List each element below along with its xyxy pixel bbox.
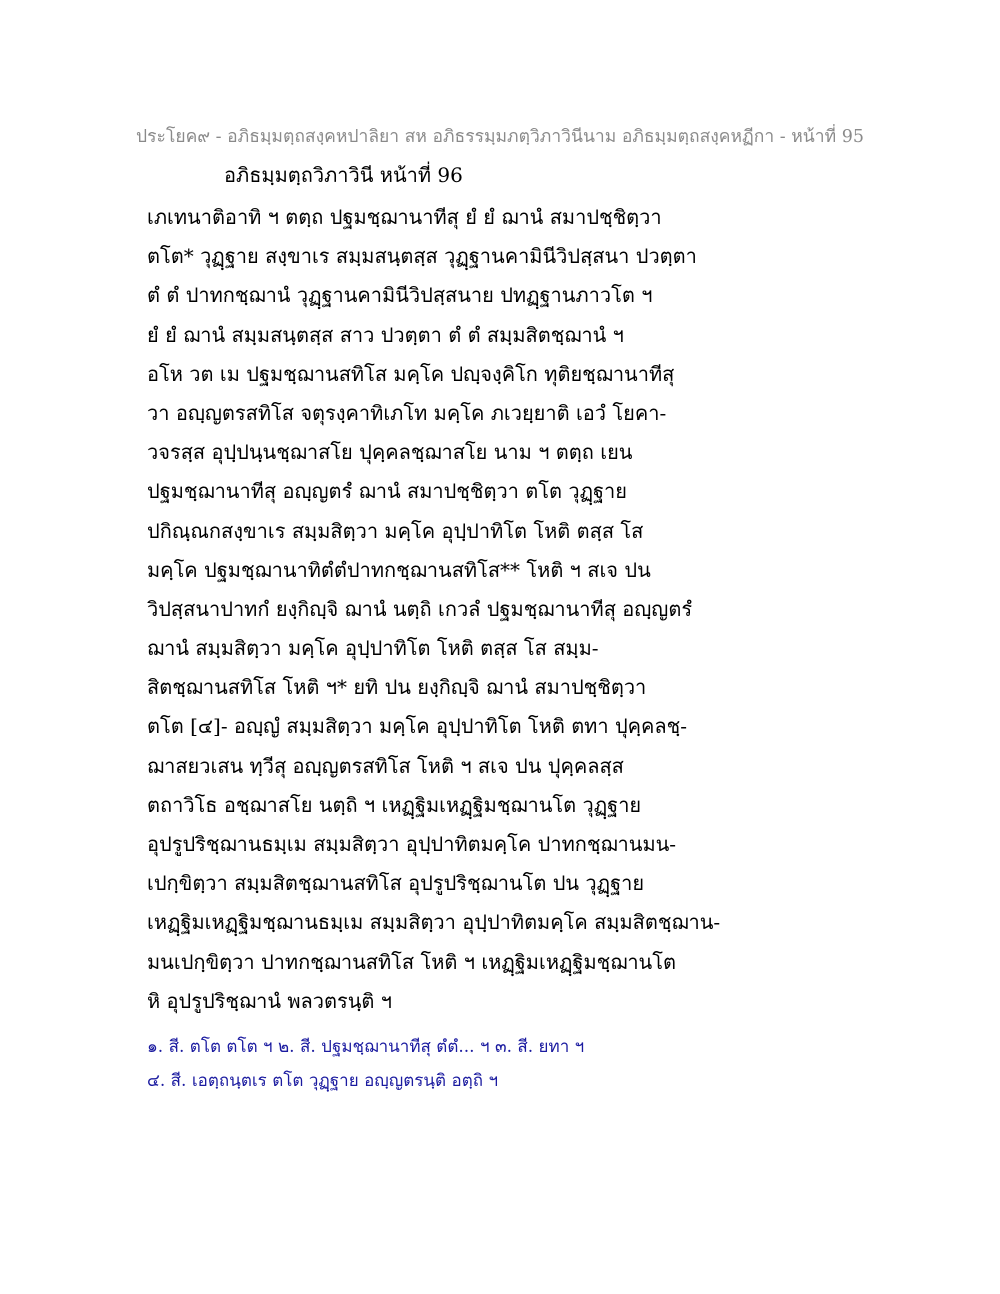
body-text: [147, 198, 847, 1021]
text-line: ปฐมชฺฌานาทีสุ อญฺญตรํ ฌานํ สมาปชฺชิตฺวา ตโต วุฏฺฐาย: [147, 479, 627, 504]
text-line: สิตชฺฌานสทิโส โหติ ฯ* ยทิ ปน ยงฺกิญฺจิ ฌานํ สมาปชฺชิตฺวา: [147, 675, 647, 700]
text-line: ฌานํ สมฺมสิตฺวา มคฺโค อุปฺปาทิโต โหติ ตสฺส โส สมฺม-: [147, 636, 599, 661]
text-line: ตโต* วุฏฺฐาย สงฺขาเร สมฺมสนฺตสฺส วุฏฺฐานคามินีวิปสฺสนา ปวตฺตา: [147, 244, 697, 269]
text-line: เหฏฺฐิมเหฏฺฐิมชฺฌานธมฺเม สมฺมสิตฺวา อุปฺปาทิตมคฺโค สมฺมสิตชฺฌาน-: [147, 910, 721, 935]
text-line: ยํ ยํ ฌานํ สมฺมสนฺตสฺส สาว ปวตฺตา ตํ ตํ สมฺมสิตชฺฌานํ ฯ: [147, 322, 624, 347]
text-line: ตํ ตํ ปาทกชฺฌานํ วุฏฺฐานคามินีวิปสฺสนาย ปทฏฺฐานภาวโต ฯ: [147, 283, 653, 308]
text-line: หิ อุปรูปริชฺฌานํ พลวตรนฺติ ฯ: [147, 988, 392, 1013]
footnotes: [147, 1030, 847, 1098]
text-line: วา อญฺญตรสทิโส จตุรงฺคาทิเภโท มคฺโค ภเวยฺยาติ เอวํ โยคา-: [147, 400, 667, 425]
page-subtitle: อภิธมฺมตฺถวิภาวินี หน้าที่ 96: [224, 163, 463, 187]
page-header: ประโยค๙ - อภิธมฺมตฺถสงฺคหปาลิยา สห อภิธรรมฺมภตฺวิภาวินีนาม อภิธมฺมตฺถสงฺคหฏีกา - หน้าที่ 95: [136, 127, 864, 147]
text-line: ตถาวิโธ อชฺฌาสโย นตฺถิ ฯ เหฏฺฐิมเหฏฺฐิมชฺฌานโต วุฏฺฐาย: [147, 792, 642, 817]
text-line: ฌาสยวเสน ทฺวีสุ อญฺญตรสทิโส โหติ ฯ สเจ ปน ปุคฺคลสฺส: [147, 753, 624, 778]
text-line: ปกิณฺณกสงฺขาเร สมฺมสิตฺวา มคฺโค อุปฺปาทิโต โหติ ตสฺส โส: [147, 518, 644, 543]
text-line: อุปรูปริชฺฌานธมฺเม สมฺมสิตฺวา อุปฺปาทิตมคฺโค ปาทกชฺฌานมน-: [147, 832, 677, 856]
text-line: มนเปกฺขิตฺวา ปาทกชฺฌานสทิโส โหติ ฯ เหฏฺฐิมเหฏฺฐิมชฺฌานโต: [147, 949, 676, 974]
text-line: วิปสฺสนาปาทกํ ยงฺกิญฺจิ ฌานํ นตฺถิ เกวลํ ปฐมชฺฌานาทีสุ อญฺญตรํ: [147, 596, 693, 621]
text-line: เภเทนาติอาทิ ฯ ตตฺถ ปฐมชฺฌานาทีสุ ยํ ยํ ฌานํ สมาปชฺชิตฺวา: [147, 205, 662, 229]
footnote: ๔. สี. เอตฺถนฺตเร ตโต วุฏฺฐาย อญฺญตรนฺติ อตฺถิ ฯ: [147, 1071, 498, 1091]
text-line: วจรสฺส อุปฺปนฺนชฺฌาสโย ปุคฺคลชฺฌาสโย นาม ฯ ตตฺถ เยน: [147, 440, 633, 465]
text-line: ตโต [๔]- อญฺญํ สมฺมสิตฺวา มคฺโค อุปฺปาทิโต โหติ ตทา ปุคฺคลชฺ-: [147, 714, 687, 739]
text-line: มคฺโค ปฐมชฺฌานาทิตํตํปาทกชฺฌานสทิโส** โหติ ฯ สเจ ปน: [147, 557, 651, 582]
footnote: ๑. สี. ตโต ตโต ฯ ๒. สี. ปฐมชฺฌานาทีสุ ตํตํ... ฯ ๓. สี. ยทา ฯ: [147, 1037, 585, 1057]
text-line: อโห วต เม ปฐมชฺฌานสทิโส มคฺโค ปญฺจงฺคิโก ทุติยชฺฌานาทีสุ: [147, 361, 675, 386]
text-line: เปกฺขิตฺวา สมฺมสิตชฺฌานสทิโส อุปรูปริชฺฌานโต ปน วุฏฺฐาย: [147, 871, 645, 896]
